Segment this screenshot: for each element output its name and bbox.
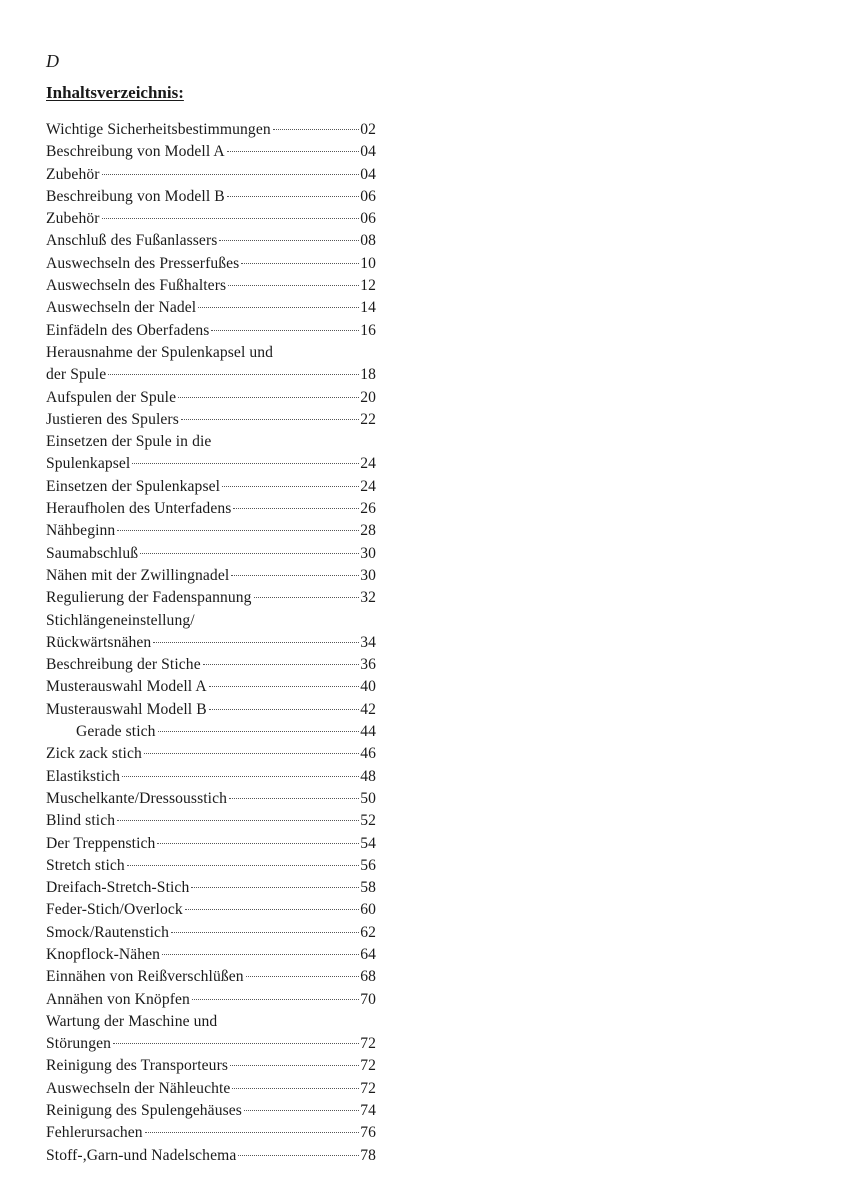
toc-entry-label: Auswechseln des Fußhalters bbox=[46, 277, 227, 295]
toc-entry bbox=[46, 721, 376, 743]
toc-entry-page-number: 52 bbox=[360, 812, 376, 830]
toc-entry-page-number: 76 bbox=[360, 1124, 376, 1142]
toc-entry-label: Einsetzen der Spulenkapsel bbox=[46, 477, 221, 495]
toc-entry bbox=[46, 922, 376, 944]
toc-entry bbox=[46, 543, 376, 565]
toc-entry-page-number: 62 bbox=[360, 923, 376, 941]
toc-entry bbox=[46, 186, 376, 208]
toc-entry-label: Nähen mit der Zwillingnadel bbox=[46, 566, 230, 584]
toc-entry bbox=[46, 230, 376, 252]
toc-entry-first-line: Herausnahme der Spulenkapsel und bbox=[46, 343, 274, 361]
toc-entry bbox=[46, 320, 376, 342]
toc-entry bbox=[46, 1033, 376, 1055]
toc-entry-label: Gerade stich bbox=[76, 723, 156, 741]
dot-leader bbox=[244, 1110, 359, 1111]
toc-entry-page-number: 12 bbox=[360, 277, 376, 295]
toc-entry-page-number: 60 bbox=[360, 901, 376, 919]
toc-entry-page-number: 08 bbox=[360, 232, 376, 250]
toc-entry bbox=[46, 253, 376, 275]
toc-entry-page-number: 06 bbox=[360, 187, 376, 205]
toc-entry-page-number: 18 bbox=[360, 366, 376, 384]
dot-leader bbox=[211, 330, 359, 331]
toc-entry bbox=[46, 788, 376, 810]
toc-entry bbox=[46, 676, 376, 698]
page-title: Inhaltsverzeichnis: bbox=[46, 83, 184, 102]
toc-entry bbox=[46, 119, 376, 141]
toc-entry-page-number: 68 bbox=[360, 968, 376, 986]
toc-entry-label: Stretch stich bbox=[46, 856, 125, 874]
toc-entry bbox=[46, 1078, 376, 1100]
dot-leader bbox=[178, 397, 359, 398]
toc-entry-label: Rückwärtsnähen bbox=[46, 633, 152, 651]
toc-entry bbox=[46, 364, 376, 386]
toc-entry-page-number: 20 bbox=[360, 388, 376, 406]
language-marker: D bbox=[46, 51, 59, 71]
toc-entry-label: Spulenkapsel bbox=[46, 455, 131, 473]
toc-entry-page-number: 30 bbox=[360, 544, 376, 562]
toc-entry-page-number: 10 bbox=[360, 254, 376, 272]
toc-entry-page-number: 78 bbox=[360, 1146, 376, 1164]
toc-entry-label: Reinigung des Transporteurs bbox=[46, 1057, 229, 1075]
toc-entry bbox=[46, 966, 376, 988]
toc-entry bbox=[46, 587, 376, 609]
toc-entry bbox=[46, 453, 376, 475]
dot-leader bbox=[219, 240, 359, 241]
dot-leader bbox=[145, 1132, 360, 1133]
toc-entry-page-number: 14 bbox=[360, 299, 376, 317]
toc-entry bbox=[46, 565, 376, 587]
toc-entry-page-number: 42 bbox=[360, 700, 376, 718]
toc-entry-page-number: 72 bbox=[360, 1057, 376, 1075]
toc-entry-page-number: 64 bbox=[360, 945, 376, 963]
toc-entry bbox=[46, 409, 376, 431]
dot-leader bbox=[209, 686, 359, 687]
toc-entry bbox=[46, 654, 376, 676]
toc-entry-page-number: 54 bbox=[360, 834, 376, 852]
dot-leader bbox=[181, 419, 359, 420]
toc-entry-label: Zubehör bbox=[46, 165, 100, 183]
toc-entry-first-line: Stichlängeneinstellung/ bbox=[46, 611, 195, 629]
toc-entry-page-number: 72 bbox=[360, 1079, 376, 1097]
toc-entry bbox=[46, 520, 376, 542]
toc-entry-label: Musterauswahl Modell B bbox=[46, 700, 207, 718]
toc-entry-page-number: 02 bbox=[360, 121, 376, 138]
dot-leader bbox=[117, 820, 359, 821]
dot-leader bbox=[231, 575, 359, 576]
toc-entry-label: Beschreibung der Stiche bbox=[46, 656, 201, 674]
dot-leader bbox=[254, 597, 360, 598]
toc-entry-page-number: 56 bbox=[360, 856, 376, 874]
toc-entry-label: Annähen von Knöpfen bbox=[46, 990, 190, 1008]
toc-entry-label: Fehlerursachen bbox=[46, 1124, 143, 1142]
dot-leader bbox=[227, 151, 359, 152]
toc-entry-label: Wichtige Sicherheitsbestimmungen bbox=[46, 121, 271, 138]
toc-entry-page-number: 70 bbox=[360, 990, 376, 1008]
dot-leader bbox=[113, 1043, 359, 1044]
toc-entry bbox=[46, 1055, 376, 1077]
toc-entry-label: Auswechseln des Presserfußes bbox=[46, 254, 240, 272]
toc-entry bbox=[46, 699, 376, 721]
dot-leader bbox=[192, 999, 359, 1000]
toc-entry-label: Beschreibung von Modell B bbox=[46, 187, 225, 205]
toc-entry bbox=[46, 164, 376, 186]
toc-entry-page-number: 44 bbox=[360, 723, 376, 741]
toc-entry-label: Einnähen von Reißverschlüßen bbox=[46, 968, 244, 986]
dot-leader bbox=[140, 553, 359, 554]
dot-leader bbox=[203, 664, 359, 665]
toc-entry-label: Blind stich bbox=[46, 812, 116, 830]
dot-leader bbox=[153, 642, 359, 643]
toc-entry bbox=[46, 141, 376, 163]
toc-entry bbox=[46, 810, 376, 832]
toc-entry bbox=[46, 944, 376, 966]
dot-leader bbox=[228, 285, 359, 286]
dot-leader bbox=[162, 954, 359, 955]
toc-entry-page-number: 58 bbox=[360, 879, 376, 897]
dot-leader bbox=[246, 976, 360, 977]
toc-entry bbox=[46, 1100, 376, 1122]
toc-entry bbox=[46, 208, 376, 230]
toc-entry-label: Feder-Stich/Overlock bbox=[46, 901, 183, 919]
toc-entry-page-number: 24 bbox=[360, 477, 376, 495]
toc-entry-label: Nähbeginn bbox=[46, 522, 116, 540]
toc-entry-first-line: Wartung der Maschine und bbox=[46, 1012, 218, 1030]
toc-entry bbox=[46, 989, 376, 1011]
toc-entry-label: Elastikstich bbox=[46, 767, 120, 785]
toc-entry-label: Knopflock-Nähen bbox=[46, 945, 161, 963]
dot-leader bbox=[198, 307, 359, 308]
dot-leader bbox=[229, 798, 359, 799]
table-of-contents bbox=[46, 119, 376, 1167]
dot-leader bbox=[122, 776, 359, 777]
toc-entry bbox=[46, 297, 376, 319]
dot-leader bbox=[102, 218, 360, 219]
toc-entry-label: Anschluß des Fußanlassers bbox=[46, 232, 218, 250]
toc-entry-page-number: 50 bbox=[360, 789, 376, 807]
dot-leader bbox=[144, 753, 359, 754]
toc-entry-label: Auswechseln der Nadel bbox=[46, 299, 197, 317]
toc-entry-page-number: 04 bbox=[360, 143, 376, 161]
toc-entry-page-number: 06 bbox=[360, 210, 376, 228]
toc-entry-label: Stoff-,Garn-und Nadelschema bbox=[46, 1146, 237, 1164]
toc-entry bbox=[46, 498, 376, 520]
toc-entry-label: Zick zack stich bbox=[46, 745, 142, 763]
dot-leader bbox=[232, 1088, 359, 1089]
dot-leader bbox=[227, 196, 359, 197]
toc-entry-label: Heraufholen des Unterfadens bbox=[46, 500, 232, 518]
toc-entry-label: Störungen bbox=[46, 1035, 112, 1053]
toc-entry-page-number: 34 bbox=[360, 633, 376, 651]
dot-leader bbox=[209, 709, 359, 710]
dot-leader bbox=[117, 530, 359, 531]
toc-entry-label: Muschelkante/Dressousstich bbox=[46, 789, 228, 807]
toc-entry-label: Der Treppenstich bbox=[46, 834, 156, 852]
toc-entry-page-number: 74 bbox=[360, 1102, 376, 1120]
toc-entry-label: Smock/Rautenstich bbox=[46, 923, 169, 941]
toc-entry-label: Musterauswahl Modell A bbox=[46, 678, 207, 696]
toc-entry bbox=[46, 1122, 376, 1144]
toc-entry bbox=[46, 632, 376, 654]
dot-leader bbox=[102, 174, 360, 175]
dot-leader bbox=[185, 909, 359, 910]
toc-entry-label: Auswechseln der Nähleuchte bbox=[46, 1079, 231, 1097]
toc-entry bbox=[46, 855, 376, 877]
toc-entry bbox=[46, 833, 376, 855]
dot-leader bbox=[241, 263, 359, 264]
dot-leader bbox=[132, 463, 359, 464]
toc-entry-label: Einfädeln des Oberfadens bbox=[46, 321, 210, 339]
dot-leader bbox=[171, 932, 359, 933]
toc-entry-label: Aufspulen der Spule bbox=[46, 388, 177, 406]
toc-entry-label: Zubehör bbox=[46, 210, 100, 228]
toc-entry bbox=[46, 1145, 376, 1167]
dot-leader bbox=[157, 843, 359, 844]
dot-leader bbox=[158, 731, 360, 732]
toc-entry-page-number: 46 bbox=[360, 745, 376, 763]
toc-entry-label: der Spule bbox=[46, 366, 107, 384]
toc-entry-page-number: 72 bbox=[360, 1035, 376, 1053]
toc-entry-page-number: 22 bbox=[360, 410, 376, 428]
toc-entry-label: Regulierung der Fadenspannung bbox=[46, 589, 252, 607]
dot-leader bbox=[233, 508, 359, 509]
toc-entry-page-number: 30 bbox=[360, 566, 376, 584]
toc-entry-page-number: 24 bbox=[360, 455, 376, 473]
dot-leader bbox=[222, 486, 359, 487]
toc-entry-page-number: 32 bbox=[360, 589, 376, 607]
dot-leader bbox=[273, 129, 359, 130]
dot-leader bbox=[230, 1065, 359, 1066]
toc-entry bbox=[46, 387, 376, 409]
toc-entry bbox=[46, 899, 376, 921]
toc-entry-page-number: 26 bbox=[360, 500, 376, 518]
toc-entry-page-number: 48 bbox=[360, 767, 376, 785]
toc-entry-label: Beschreibung von Modell A bbox=[46, 143, 225, 161]
dot-leader bbox=[127, 865, 359, 866]
toc-entry-label: Justieren des Spulers bbox=[46, 410, 179, 428]
dot-leader bbox=[238, 1155, 359, 1156]
toc-entry bbox=[46, 476, 376, 498]
toc-entry-label: Reinigung des Spulengehäuses bbox=[46, 1102, 242, 1120]
toc-entry-page-number: 28 bbox=[360, 522, 376, 540]
toc-entry-page-number: 16 bbox=[360, 321, 376, 339]
toc-entry-page-number: 36 bbox=[360, 656, 376, 674]
toc-entry-page-number: 04 bbox=[360, 165, 376, 183]
toc-entry-label: Saumabschluß bbox=[46, 544, 139, 562]
toc-entry-page-number: 40 bbox=[360, 678, 376, 696]
toc-entry bbox=[46, 275, 376, 297]
toc-entry-label: Dreifach-Stretch-Stich bbox=[46, 879, 190, 897]
dot-leader bbox=[191, 887, 359, 888]
toc-entry bbox=[46, 743, 376, 765]
dot-leader bbox=[108, 374, 359, 375]
toc-entry bbox=[46, 766, 376, 788]
toc-entry-first-line: Einsetzen der Spule in die bbox=[46, 433, 212, 451]
toc-entry bbox=[46, 877, 376, 899]
